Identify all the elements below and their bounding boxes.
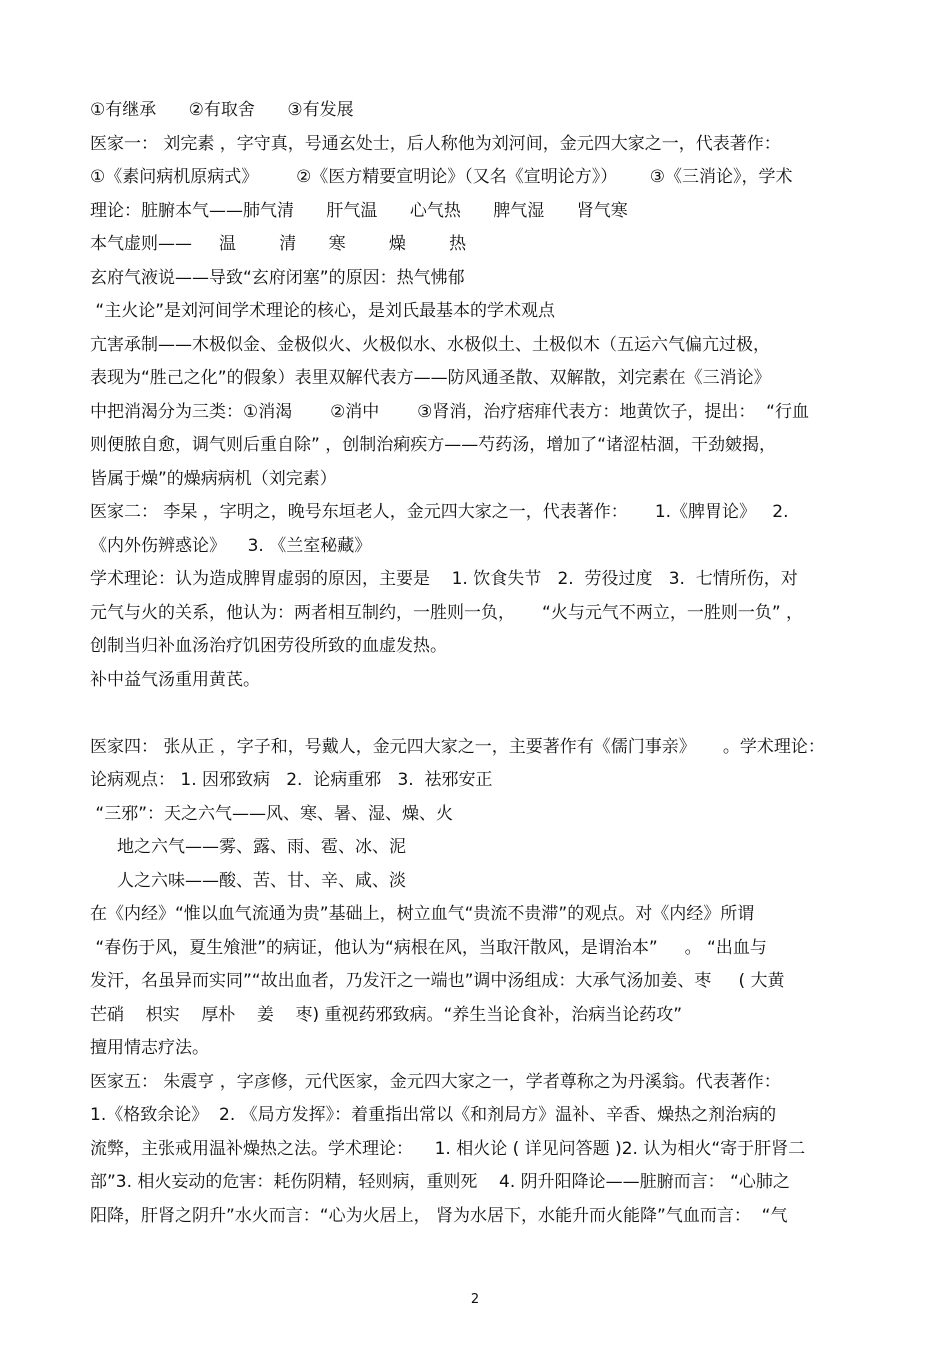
text-line: 则便脓自愈，调气则后重自除” ，创制治痢疾方——芍药汤，增加了“诸涩枯涸，干劲皴揭， (90, 435, 777, 455)
text-line: 论病观点： 1. 因邪致病 2. 论病重邪 3. 祛邪安正 (90, 770, 493, 790)
text-line: 阳降，肝肾之阴升”水火而言：“心为火居上， 肾为水居下，水能升而火能降”气血而言： “气 (90, 1205, 788, 1226)
text-line: 本气虚则—— 温 清 寒 燥 热 (90, 234, 467, 254)
text-line: 医家二： 李杲 ，字明之，晚号东垣老人，金元四大家之一，代表著作： 1.《脾胃论》 2. (90, 502, 789, 522)
text-line: 补中益气汤重用黄芪。 (90, 669, 260, 690)
text-line: “春伤于风，夏生飧泄”的病证，他认为“病根在风，当取汗散风，是谓治本” 。 “出血与 (90, 937, 767, 958)
text-line: 地之六气——雾、露、雨、雹、冰、泥 (90, 837, 407, 857)
text-line: 医家四： 张从正 ，字子和，号戴人，金元四大家之一，主要著作有《儒门事亲》 。学术理论： (90, 736, 825, 757)
text-line: 玄府气液说——导致“玄府闭塞”的原因：热气怫郁 (90, 267, 465, 288)
text-line: 在《内经》“惟以血气流通为贵”基础上，树立血气“贵流不贵滞”的观点。对《内经》所谓 (90, 904, 755, 924)
text-line: 擅用情志疗法。 (90, 1038, 209, 1058)
text-line: 流弊，主张戒用温补燥热之法。学术理论： 1. 相火论 ( 详见问答题 )2. 认为相火“寄于肝肾二 (90, 1138, 806, 1159)
text-line: 学术理论：认为造成脾胃虚弱的原因，主要是 1. 饮食失节 2. 劳役过度 3. 七情所伤，对 (90, 569, 798, 589)
text-line: 表现为“胜己之化”的假象）表里双解代表方——防风通圣散、双解散，刘完素在《三消论》 (90, 368, 771, 388)
text-line: 亢害承制——木极似金、金极似火、火极似水、水极似土、土极似木（五运六气偏亢过极， (90, 334, 770, 355)
text-line: 芒硝 枳实 厚朴 姜 枣) 重视药邪致病。“养生当论食补，治病当论药攻” (90, 1004, 683, 1025)
text-line: 皆属于燥”的燥病病机（刘完素） (90, 468, 337, 489)
text-line: 理论：脏腑本气——肺气清 肝气温 心气热 脾气湿 肾气寒 (90, 200, 628, 221)
text-line: 1.《格致余论》 2. 《局方发挥》：着重指出常以《和剂局方》温补、辛香、燥热之剂治病的 (90, 1105, 777, 1125)
text-line: 部”3. 相火妄动的危害：耗伤阴精，轻则病，重则死 4. 阴升阳降论——脏腑而言： “心肺之 (90, 1172, 790, 1192)
text-line: “三邪”：天之六气——风、寒、暑、湿、燥、火 (90, 803, 454, 824)
text-line: 中把消渴分为三类：①消渴 ②消中 ③肾消，治疗痞痱代表方：地黄饮子，提出： “行血 (90, 401, 809, 422)
text-line: “主火论”是刘河间学术理论的核心，是刘氏最基本的学术观点 (90, 301, 556, 321)
text-line: 元气与火的关系，他认为：两者相互制约，一胜则一负， “火与元气不两立，一胜则一负” ， (90, 602, 804, 623)
text-line: 医家一： 刘完素 ，字守真，号通玄处士，后人称他为刘河间，金元四大家之一，代表著作： (90, 133, 781, 154)
text-line: ①《素问病机原病式》 ②《医方精要宣明论》（又名《宣明论方》） ③《三消论》，学术 (90, 167, 793, 187)
page-number: 2 (470, 1292, 480, 1307)
text-line: 创制当归补血汤治疗饥困劳役所致的血虚发热。 (90, 636, 447, 656)
text-line: 人之六味——酸、苦、甘、辛、咸、淡 (90, 870, 407, 891)
text-line: 发汗，名虽异而实同”“故出血者，乃发汗之一端也”调中汤组成：大承气汤加姜、枣 ( 大黄 (90, 971, 785, 991)
text-line: ①有继承 ②有取舍 ③有发展 (90, 100, 354, 120)
text-line: 《内外伤辨惑论》 3. 《兰室秘藏》 (90, 535, 372, 556)
text-line: 医家五： 朱震亨 ，字彦修，元代医家，金元四大家之一，学者尊称之为丹溪翁。代表著作： (90, 1071, 781, 1092)
